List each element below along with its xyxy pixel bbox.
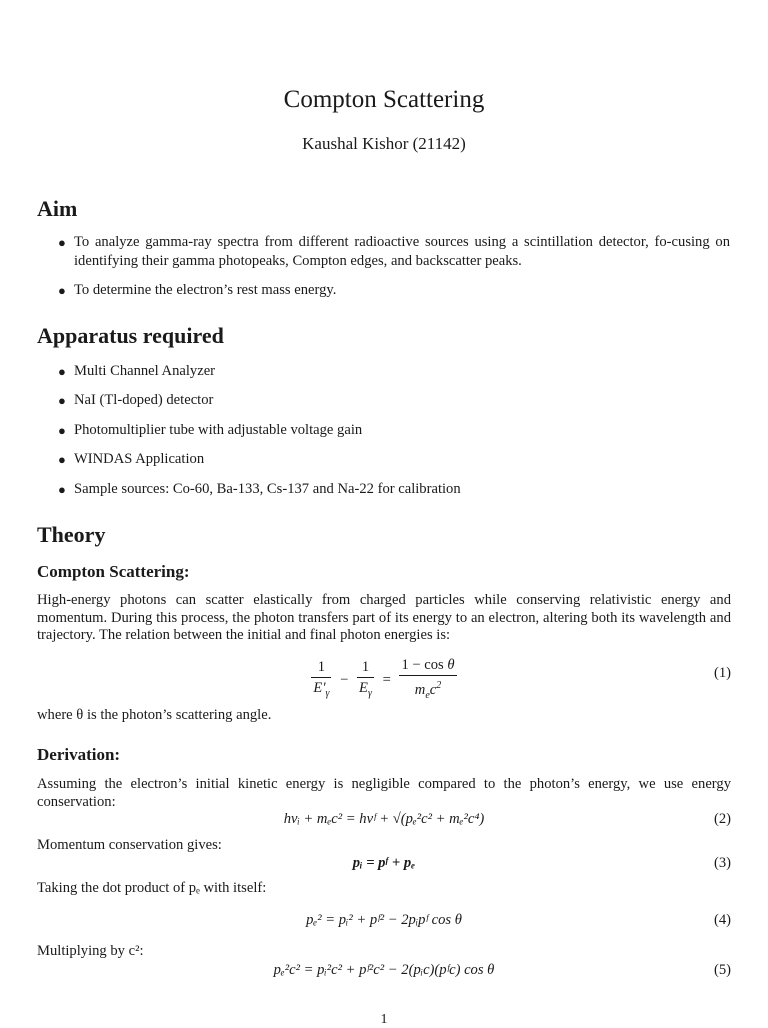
section-heading-theory: Theory: [37, 522, 106, 547]
bullet-icon: ●: [58, 423, 66, 438]
list-item-text: To analyze gamma-ray spectra from different radioactive sources using a scintillation detector, fo-cusing on identifying their gamma photopeaks, Compton edges, and backscatter peaks.: [74, 234, 730, 269]
derivation-paragraph: Multiplying by c²:: [37, 943, 144, 959]
equation-2: [37, 811, 731, 831]
equation-number: (3): [713, 855, 731, 871]
list-item: [58, 421, 730, 440]
list-item-text: WINDAS Application: [74, 451, 205, 467]
theory-paragraph: where θ is the photon’s scattering angle.: [37, 707, 272, 723]
bullet-icon: ●: [58, 283, 66, 298]
bullet-icon: ●: [58, 393, 66, 408]
paper-title: Compton Scattering: [283, 86, 485, 113]
derivation-paragraph: Taking the dot product of pₑ with itself:: [37, 880, 267, 896]
equation-2-body: hνᵢ + mₑc² = hνᶠ + √(pₑ²c² + mₑ²c⁴): [283, 811, 485, 827]
list-item-text: NaI (Tl-doped) detector: [74, 392, 214, 408]
equation-number: (4): [713, 912, 731, 928]
equation-1-body: $\frac{1}{E'_\gamma}$ − $\frac{1}{E_\gamma}$ = $\frac{\text{1 − cos θ}}{m_ec^2}$: [313, 657, 455, 701]
equation-number: (2): [713, 811, 731, 827]
equation-5: [37, 962, 731, 982]
list-item: [58, 450, 730, 469]
list-item: [58, 480, 730, 499]
bullet-icon: ●: [58, 235, 66, 250]
bullet-icon: ●: [58, 364, 66, 379]
list-item-text: Photomultiplier tube with adjustable voltage gain: [74, 422, 363, 438]
section-heading-aim: Aim: [37, 196, 78, 221]
equation-3: [37, 855, 731, 875]
equation-4: [37, 912, 731, 932]
equation-number: (1): [713, 665, 731, 681]
list-item: [58, 362, 730, 381]
section-heading-apparatus: Apparatus required: [37, 323, 224, 348]
equation-5-body: pₑ²c² = pᵢ²c² + pᶠ²c² − 2(pᵢc)(pᶠc) cos θ: [273, 962, 495, 978]
bullet-icon: ●: [58, 482, 66, 497]
bullet-icon: ●: [58, 452, 66, 467]
derivation-paragraph: Momentum conservation gives:: [37, 837, 222, 853]
subsection-heading-derivation: Derivation:: [37, 745, 121, 764]
derivation-paragraph: Assuming the electron’s initial kinetic energy is negligible compared to the photon’s energy, we use energy conservation:: [37, 776, 731, 810]
list-item: [58, 233, 730, 271]
list-item: [58, 281, 730, 300]
list-item: [58, 391, 730, 410]
equation-4-body: pₑ² = pᵢ² + pᶠ² − 2pᵢpᶠ cos θ: [306, 912, 462, 928]
equation-3-body: pᵢ = pᶠ + pₑ: [352, 855, 416, 871]
list-item-text: To determine the electron’s rest mass energy.: [74, 282, 337, 298]
list-item-text: Multi Channel Analyzer: [74, 363, 216, 379]
author-line: Kaushal Kishor (21142): [302, 134, 466, 153]
theory-paragraph: High-energy photons can scatter elastically from charged particles while conserving relativistic energy and momentum. During this process, the photon transfers part of its energy to an electron, altering both its wavelength and trajectory. The relation between the initial and final photon energies is:: [37, 592, 731, 643]
equation-1: [37, 655, 731, 701]
page-number: 1: [380, 1012, 388, 1027]
list-item-text: Sample sources: Co-60, Ba-133, Cs-137 and Na-22 for calibration: [74, 481, 461, 497]
subsection-heading-compton: Compton Scattering:: [37, 562, 190, 581]
equation-number: (5): [713, 962, 731, 978]
